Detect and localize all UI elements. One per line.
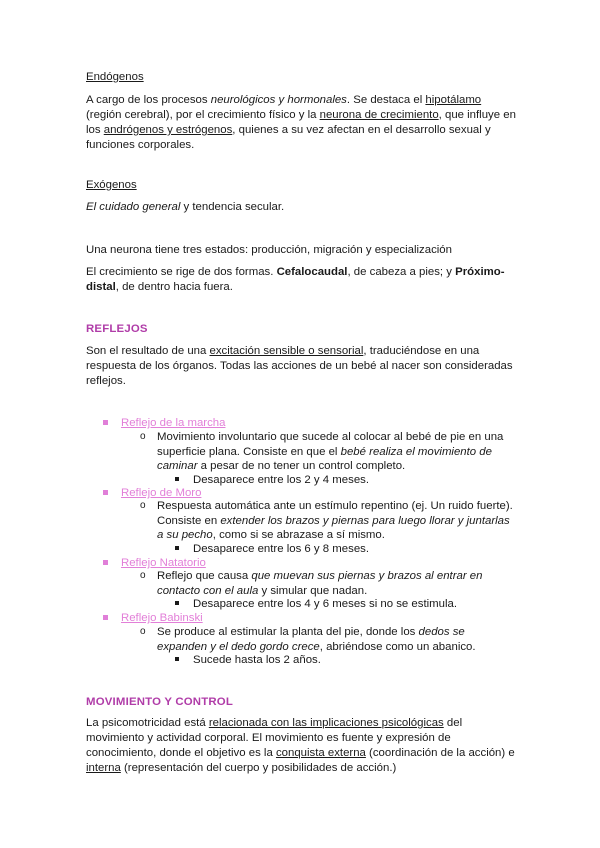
reflejo-description: Reflejo que causa que muevan sus piernas y brazos al entrar en contacto con el aula y simular que nadan.	[157, 570, 483, 597]
paragraph-crecimiento: El crecimiento se rige de dos formas. Cefalocaudal, de cabeza a pies; y Próximo-distal, de dentro hacia fuera.	[86, 266, 505, 293]
reflejo-description: Respuesta automática ante un estímulo repentino (ej. Un ruido fuerte). Consiste en extender los brazos y piernas para luego llorar y juntarlas a su pecho, como si se abrazase a sí mismo.	[157, 500, 513, 541]
paragraph-exogenos: El cuidado general y tendencia secular.	[86, 201, 285, 213]
heading-endogenos: Endógenos	[86, 71, 144, 83]
circle-o-bullet-icon: o	[140, 570, 146, 581]
link-reflejo-marcha[interactable]: Reflejo de la marcha	[121, 417, 226, 429]
reflejo-duration: Sucede hasta los 2 años.	[193, 654, 321, 666]
reflejo-duration: Desaparece entre los 2 y 4 meses.	[193, 474, 370, 486]
reflejo-duration: Desaparece entre los 6 y 8 meses.	[193, 543, 370, 555]
black-square-bullet-icon	[175, 546, 179, 550]
link-reflejo-babinski[interactable]: Reflejo Babinski	[121, 612, 203, 624]
reflejo-duration: Desaparece entre los 4 y 6 meses si no se estimula.	[193, 598, 458, 610]
pink-square-bullet-icon	[103, 490, 108, 495]
pink-square-bullet-icon	[103, 615, 108, 620]
black-square-bullet-icon	[175, 657, 179, 661]
paragraph-reflejos-intro: Son el resultado de una excitación sensible o sensorial, traduciéndose en una respuesta de los órganos. Todas las acciones de un bebé al nacer son consideradas reflejos.	[86, 345, 513, 387]
heading-exogenos: Exógenos	[86, 179, 137, 191]
heading-movimiento-control: MOVIMIENTO Y CONTROL	[86, 696, 234, 708]
black-square-bullet-icon	[175, 601, 179, 605]
link-reflejo-moro[interactable]: Reflejo de Moro	[121, 487, 202, 499]
reflejo-description: Movimiento involuntario que sucede al colocar al bebé de pie en una superficie plana. Consiste en que el bebé realiza el movimiento de caminar a pesar de no tener un control completo.	[157, 431, 504, 472]
paragraph-neurona: Una neurona tiene tres estados: producción, migración y especialización	[86, 244, 452, 256]
circle-o-bullet-icon: o	[140, 431, 146, 442]
paragraph-endogenos: A cargo de los procesos neurológicos y hormonales. Se destaca el hipotálamo (región cerebral), por el crecimiento físico y la neurona de crecimiento, que influye en los andrógenos y estrógenos, quienes a su vez afectan en el desarrollo sexual y funciones corporales.	[86, 94, 516, 151]
reflejo-description: Se produce al estimular la planta del pie, donde los dedos se expanden y el dedo gordo crece, abriéndose como un abanico.	[157, 626, 476, 653]
link-reflejo-natatorio[interactable]: Reflejo Natatorio	[121, 557, 206, 569]
pink-square-bullet-icon	[103, 420, 108, 425]
paragraph-movimiento: La psicomotricidad está relacionada con las implicaciones psicológicas del movimiento y actividad corporal. El movimiento es fuente y expresión de conocimiento, donde el objetivo es la conquista externa (coordinación de la acción) e interna (representación del cuerpo y posibilidades de acción.)	[86, 717, 515, 774]
pink-square-bullet-icon	[103, 560, 108, 565]
black-square-bullet-icon	[175, 477, 179, 481]
heading-reflejos: REFLEJOS	[86, 323, 148, 335]
circle-o-bullet-icon: o	[140, 500, 146, 511]
circle-o-bullet-icon: o	[140, 626, 146, 637]
